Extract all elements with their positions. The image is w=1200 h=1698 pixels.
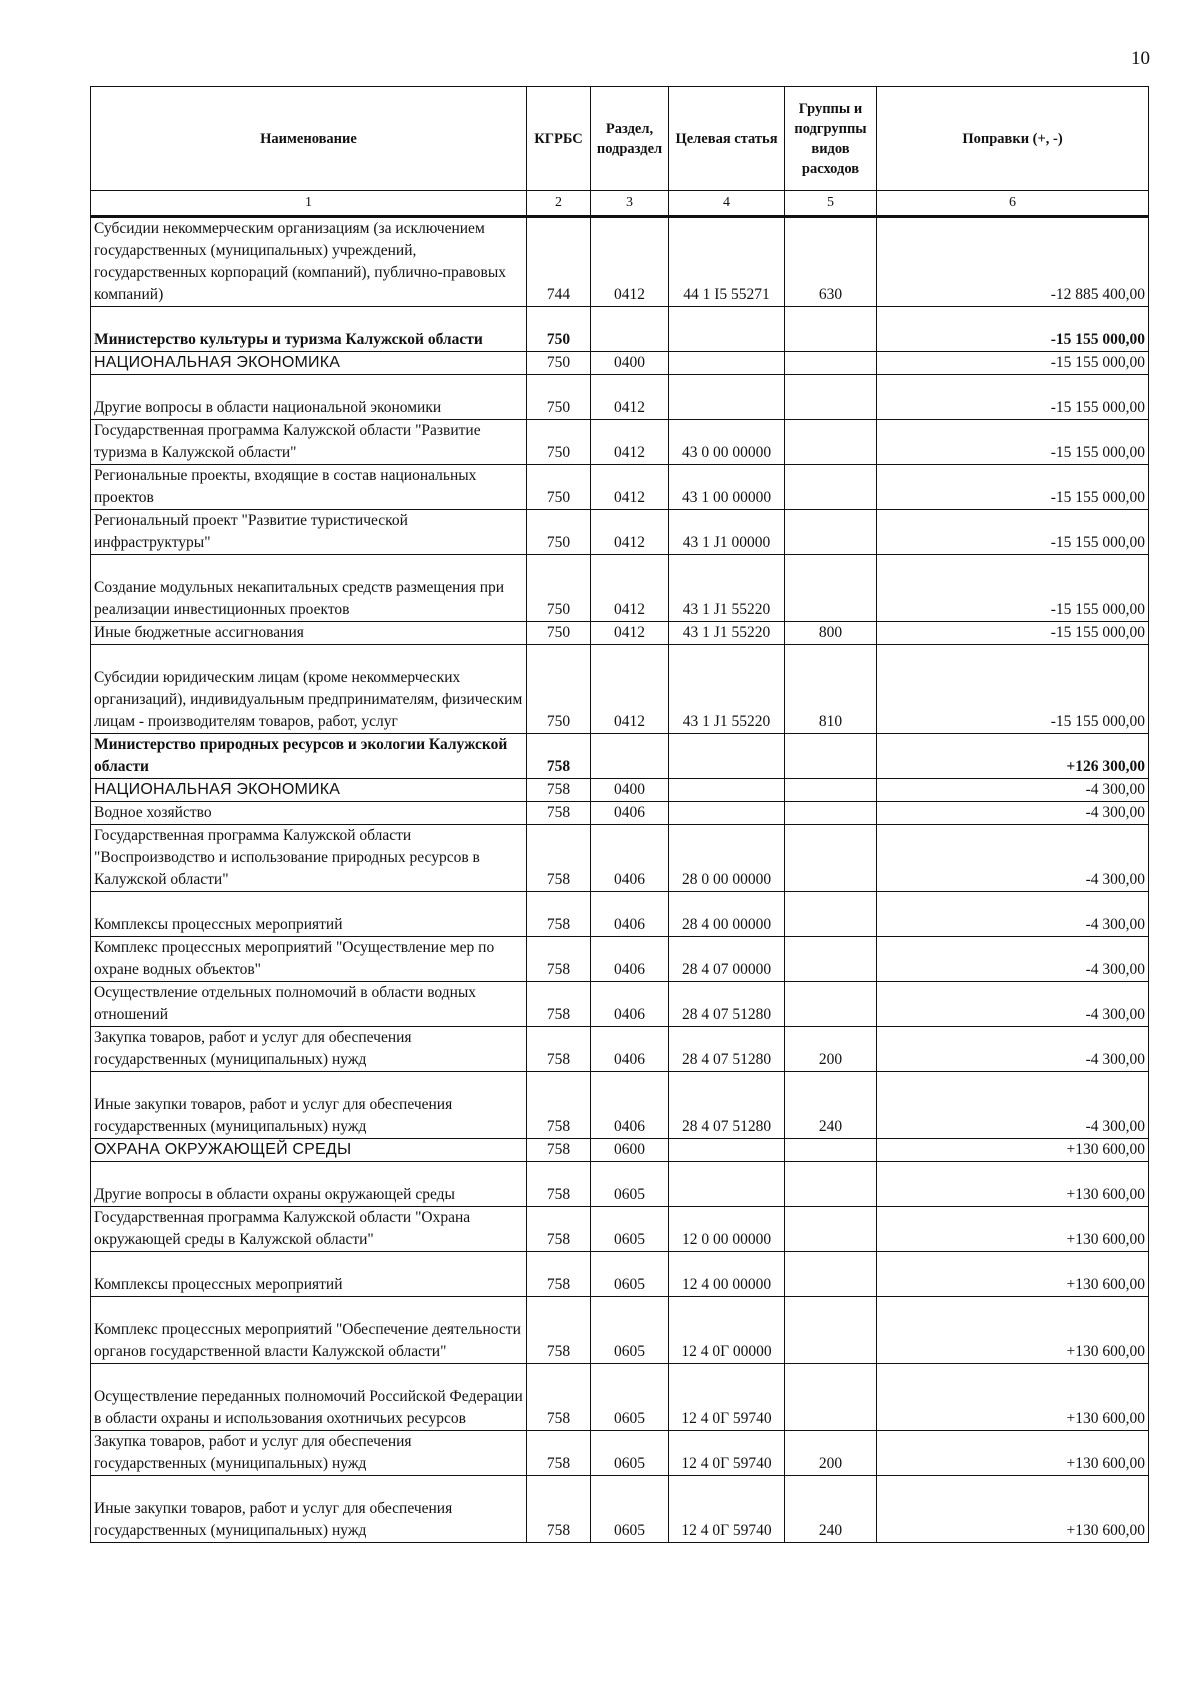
- cell-amount: -15 155 000,00: [877, 622, 1149, 645]
- cell-kgrbs: 758: [527, 1297, 591, 1364]
- cell-amount: -15 155 000,00: [877, 465, 1149, 510]
- header-groups: Группы и подгруппы видов расходов: [785, 87, 877, 191]
- cell-name: Водное хозяйство: [91, 802, 527, 825]
- cell-group: 630: [785, 217, 877, 307]
- cell-kgrbs: 750: [527, 307, 591, 352]
- cell-group: [785, 982, 877, 1027]
- cell-amount: +130 600,00: [877, 1431, 1149, 1476]
- table-row: [91, 555, 1149, 622]
- cell-target: 43 1 J1 55220: [669, 645, 785, 734]
- cell-section: 0605: [591, 1297, 669, 1364]
- cell-section: 0406: [591, 937, 669, 982]
- column-number: 1: [91, 191, 527, 217]
- cell-group: 240: [785, 1476, 877, 1543]
- cell-target: 28 4 00 00000: [669, 892, 785, 937]
- cell-group: [785, 892, 877, 937]
- table-row: [91, 420, 1149, 465]
- cell-kgrbs: 750: [527, 352, 591, 375]
- cell-group: [785, 825, 877, 892]
- table-row: [91, 1027, 1149, 1072]
- cell-target: 28 4 07 51280: [669, 1072, 785, 1139]
- cell-section: 0406: [591, 1027, 669, 1072]
- table-row: [91, 1139, 1149, 1162]
- cell-section: 0605: [591, 1252, 669, 1297]
- cell-section: 0406: [591, 892, 669, 937]
- cell-amount: -12 885 400,00: [877, 217, 1149, 307]
- cell-group: [785, 1252, 877, 1297]
- cell-kgrbs: 750: [527, 420, 591, 465]
- table-row: [91, 307, 1149, 352]
- cell-section: 0412: [591, 645, 669, 734]
- column-number: 3: [591, 191, 669, 217]
- cell-kgrbs: 758: [527, 734, 591, 779]
- cell-amount: -15 155 000,00: [877, 375, 1149, 420]
- cell-name: Государственная программа Калужской области "Охрана окружающей среды в Калужской области": [91, 1207, 527, 1252]
- table-row: [91, 645, 1149, 734]
- cell-section: 0600: [591, 1139, 669, 1162]
- cell-group: [785, 352, 877, 375]
- cell-section: 0412: [591, 510, 669, 555]
- cell-name: Государственная программа Калужской области "Воспроизводство и использование природных ресурсов в Калужской области": [91, 825, 527, 892]
- cell-target: 12 4 0Г 59740: [669, 1431, 785, 1476]
- cell-group: [785, 465, 877, 510]
- cell-name: Региональные проекты, входящие в состав национальных проектов: [91, 465, 527, 510]
- cell-group: [785, 1207, 877, 1252]
- cell-amount: +130 600,00: [877, 1139, 1149, 1162]
- cell-group: 200: [785, 1027, 877, 1072]
- cell-kgrbs: 758: [527, 1252, 591, 1297]
- cell-target: 43 1 J1 55220: [669, 622, 785, 645]
- cell-target: [669, 352, 785, 375]
- cell-name: НАЦИОНАЛЬНАЯ ЭКОНОМИКА: [91, 352, 527, 375]
- table-row: [91, 1162, 1149, 1207]
- cell-name: Иные бюджетные ассигнования: [91, 622, 527, 645]
- table-row: [91, 779, 1149, 802]
- cell-section: 0412: [591, 622, 669, 645]
- cell-kgrbs: 750: [527, 375, 591, 420]
- cell-target: [669, 779, 785, 802]
- cell-target: [669, 1139, 785, 1162]
- cell-target: 28 4 07 51280: [669, 1027, 785, 1072]
- cell-amount: -15 155 000,00: [877, 420, 1149, 465]
- cell-target: 12 0 00 00000: [669, 1207, 785, 1252]
- table-row: [91, 465, 1149, 510]
- table-row: [91, 622, 1149, 645]
- cell-kgrbs: 750: [527, 645, 591, 734]
- cell-name: Другие вопросы в области охраны окружающей среды: [91, 1162, 527, 1207]
- cell-group: 200: [785, 1431, 877, 1476]
- cell-kgrbs: 750: [527, 510, 591, 555]
- cell-kgrbs: 758: [527, 1072, 591, 1139]
- cell-kgrbs: 758: [527, 1027, 591, 1072]
- cell-section: 0605: [591, 1207, 669, 1252]
- cell-kgrbs: 758: [527, 779, 591, 802]
- cell-group: [785, 420, 877, 465]
- table-row: [91, 734, 1149, 779]
- cell-target: 44 1 I5 55271: [669, 217, 785, 307]
- cell-amount: -4 300,00: [877, 892, 1149, 937]
- cell-target: [669, 734, 785, 779]
- cell-group: [785, 779, 877, 802]
- cell-name: Иные закупки товаров, работ и услуг для обеспечения государственных (муниципальных) нужд: [91, 1476, 527, 1543]
- cell-kgrbs: 750: [527, 622, 591, 645]
- cell-group: 800: [785, 622, 877, 645]
- cell-target: 43 0 00 00000: [669, 420, 785, 465]
- cell-group: [785, 510, 877, 555]
- column-number: 4: [669, 191, 785, 217]
- cell-name: Осуществление отдельных полномочий в области водных отношений: [91, 982, 527, 1027]
- cell-name: Осуществление переданных полномочий Российской Федерации в области охраны и использования охотничьих ресурсов: [91, 1364, 527, 1431]
- cell-name: Другие вопросы в области национальной экономики: [91, 375, 527, 420]
- cell-section: [591, 307, 669, 352]
- cell-group: [785, 375, 877, 420]
- header-name: Наименование: [91, 87, 527, 191]
- cell-name: Закупка товаров, работ и услуг для обеспечения государственных (муниципальных) нужд: [91, 1027, 527, 1072]
- cell-target: 43 1 J1 55220: [669, 555, 785, 622]
- cell-amount: +130 600,00: [877, 1476, 1149, 1543]
- cell-target: 12 4 0Г 59740: [669, 1364, 785, 1431]
- cell-amount: -4 300,00: [877, 1072, 1149, 1139]
- cell-amount: -15 155 000,00: [877, 510, 1149, 555]
- cell-name: Региональный проект "Развитие туристической инфраструктуры": [91, 510, 527, 555]
- cell-kgrbs: 758: [527, 982, 591, 1027]
- table-row: [91, 1476, 1149, 1543]
- budget-amendments-table: [90, 86, 1149, 1543]
- cell-amount: -4 300,00: [877, 1027, 1149, 1072]
- cell-group: [785, 307, 877, 352]
- cell-target: [669, 1162, 785, 1207]
- cell-group: [785, 802, 877, 825]
- table-row: [91, 802, 1149, 825]
- cell-name: Иные закупки товаров, работ и услуг для обеспечения государственных (муниципальных) нужд: [91, 1072, 527, 1139]
- cell-amount: +126 300,00: [877, 734, 1149, 779]
- cell-section: 0605: [591, 1162, 669, 1207]
- table-row: [91, 1431, 1149, 1476]
- cell-section: 0412: [591, 217, 669, 307]
- column-number: 6: [877, 191, 1149, 217]
- cell-section: 0406: [591, 1072, 669, 1139]
- cell-amount: +130 600,00: [877, 1364, 1149, 1431]
- table-row: [91, 1297, 1149, 1364]
- cell-name: Комплексы процессных мероприятий: [91, 892, 527, 937]
- cell-kgrbs: 744: [527, 217, 591, 307]
- cell-amount: -4 300,00: [877, 937, 1149, 982]
- cell-amount: -15 155 000,00: [877, 307, 1149, 352]
- header-target: Целевая статья: [669, 87, 785, 191]
- table-row: [91, 217, 1149, 307]
- cell-group: [785, 937, 877, 982]
- cell-kgrbs: 758: [527, 1139, 591, 1162]
- cell-section: 0400: [591, 352, 669, 375]
- column-numbers-row: [91, 191, 1149, 217]
- cell-target: 43 1 00 00000: [669, 465, 785, 510]
- cell-section: 0406: [591, 802, 669, 825]
- cell-kgrbs: 758: [527, 892, 591, 937]
- column-number: 2: [527, 191, 591, 217]
- cell-section: [591, 734, 669, 779]
- cell-target: [669, 375, 785, 420]
- cell-name: Субсидии некоммерческим организациям (за исключением государственных (муниципальных) учреждений, государственных корпораций (компаний), публично-правовых компаний): [91, 217, 527, 307]
- cell-kgrbs: 758: [527, 937, 591, 982]
- cell-amount: -4 300,00: [877, 982, 1149, 1027]
- cell-section: 0605: [591, 1476, 669, 1543]
- cell-target: [669, 307, 785, 352]
- cell-amount: -4 300,00: [877, 825, 1149, 892]
- column-number: 5: [785, 191, 877, 217]
- cell-kgrbs: 758: [527, 825, 591, 892]
- cell-target: 28 0 00 00000: [669, 825, 785, 892]
- cell-target: 28 4 07 00000: [669, 937, 785, 982]
- cell-target: [669, 802, 785, 825]
- table-body: [91, 217, 1149, 1543]
- table-row: [91, 937, 1149, 982]
- cell-name: Комплексы процессных мероприятий: [91, 1252, 527, 1297]
- cell-kgrbs: 758: [527, 1476, 591, 1543]
- cell-name: Министерство природных ресурсов и экологии Калужской области: [91, 734, 527, 779]
- cell-group: [785, 1139, 877, 1162]
- cell-amount: -4 300,00: [877, 779, 1149, 802]
- cell-name: Комплекс процессных мероприятий "Обеспечение деятельности органов государственной власти Калужской области": [91, 1297, 527, 1364]
- cell-target: 12 4 00 00000: [669, 1252, 785, 1297]
- page-number: 10: [1131, 48, 1150, 69]
- table-row: [91, 982, 1149, 1027]
- cell-amount: -15 155 000,00: [877, 555, 1149, 622]
- cell-amount: -15 155 000,00: [877, 645, 1149, 734]
- cell-section: 0412: [591, 555, 669, 622]
- cell-name: Создание модульных некапитальных средств размещения при реализации инвестиционных проектов: [91, 555, 527, 622]
- table-row: [91, 1072, 1149, 1139]
- cell-kgrbs: 750: [527, 465, 591, 510]
- cell-section: 0406: [591, 825, 669, 892]
- header-section: Раздел, подраздел: [591, 87, 669, 191]
- cell-section: 0605: [591, 1431, 669, 1476]
- cell-group: 240: [785, 1072, 877, 1139]
- cell-name: Субсидии юридическим лицам (кроме некоммерческих организаций), индивидуальным предпринимателям, физическим лицам - производителям товаров, работ, услуг: [91, 645, 527, 734]
- cell-target: 43 1 J1 00000: [669, 510, 785, 555]
- cell-section: 0412: [591, 465, 669, 510]
- table-row: [91, 375, 1149, 420]
- cell-kgrbs: 758: [527, 1162, 591, 1207]
- cell-group: [785, 734, 877, 779]
- cell-target: 28 4 07 51280: [669, 982, 785, 1027]
- cell-kgrbs: 758: [527, 1207, 591, 1252]
- header-row: [91, 87, 1149, 191]
- cell-target: 12 4 0Г 59740: [669, 1476, 785, 1543]
- table-row: [91, 892, 1149, 937]
- cell-name: НАЦИОНАЛЬНАЯ ЭКОНОМИКА: [91, 779, 527, 802]
- table-row: [91, 510, 1149, 555]
- cell-section: 0412: [591, 375, 669, 420]
- cell-name: Закупка товаров, работ и услуг для обеспечения государственных (муниципальных) нужд: [91, 1431, 527, 1476]
- cell-amount: +130 600,00: [877, 1162, 1149, 1207]
- cell-target: 12 4 0Г 00000: [669, 1297, 785, 1364]
- cell-amount: +130 600,00: [877, 1297, 1149, 1364]
- cell-section: 0412: [591, 420, 669, 465]
- cell-kgrbs: 758: [527, 1364, 591, 1431]
- cell-amount: -15 155 000,00: [877, 352, 1149, 375]
- cell-group: [785, 555, 877, 622]
- header-amendments: Поправки (+, -): [877, 87, 1149, 191]
- cell-kgrbs: 758: [527, 1431, 591, 1476]
- table-row: [91, 1364, 1149, 1431]
- cell-group: [785, 1297, 877, 1364]
- cell-section: 0406: [591, 982, 669, 1027]
- cell-group: [785, 1162, 877, 1207]
- table-row: [91, 1207, 1149, 1252]
- cell-group: 810: [785, 645, 877, 734]
- cell-section: 0605: [591, 1364, 669, 1431]
- cell-amount: +130 600,00: [877, 1252, 1149, 1297]
- cell-kgrbs: 758: [527, 802, 591, 825]
- header-kgrbs: КГРБС: [527, 87, 591, 191]
- cell-group: [785, 1364, 877, 1431]
- cell-name: Комплекс процессных мероприятий "Осуществление мер по охране водных объектов": [91, 937, 527, 982]
- cell-section: 0400: [591, 779, 669, 802]
- cell-amount: +130 600,00: [877, 1207, 1149, 1252]
- cell-kgrbs: 750: [527, 555, 591, 622]
- cell-name: Министерство культуры и туризма Калужской области: [91, 307, 527, 352]
- cell-amount: -4 300,00: [877, 802, 1149, 825]
- cell-name: Государственная программа Калужской области "Развитие туризма в Калужской области": [91, 420, 527, 465]
- cell-name: ОХРАНА ОКРУЖАЮЩЕЙ СРЕДЫ: [91, 1139, 527, 1162]
- table-row: [91, 352, 1149, 375]
- table-row: [91, 825, 1149, 892]
- table-row: [91, 1252, 1149, 1297]
